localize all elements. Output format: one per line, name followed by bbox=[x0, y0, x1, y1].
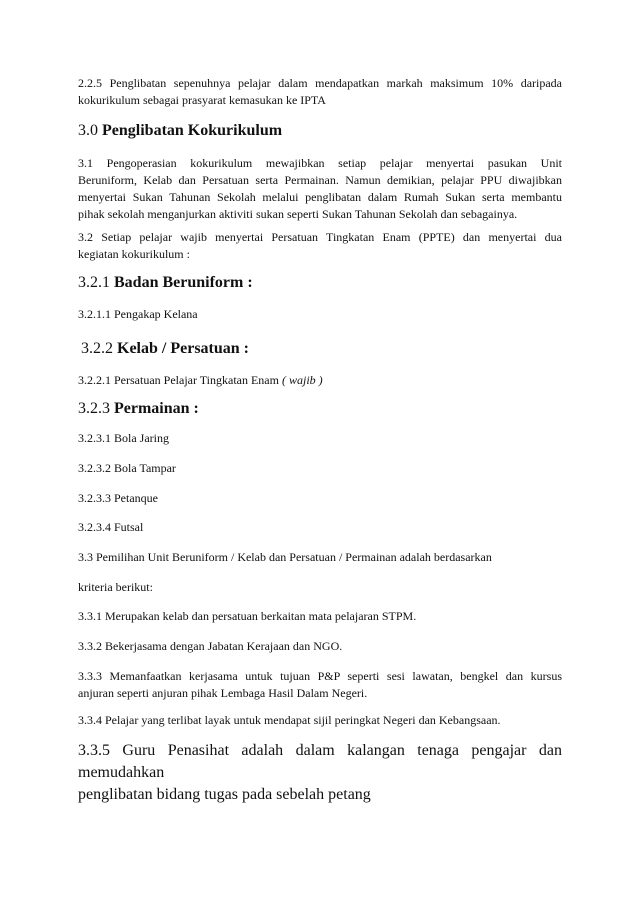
paragraph-line: anjuran seperti anjuran pihak Lembaga Hasil Dalam Negeri. bbox=[78, 686, 368, 700]
paragraph-line: kokurikulum sebagai prasyarat kemasukan ke IPTA bbox=[78, 93, 326, 107]
paragraph-line: 3.2 Setiap pelajar wajib menyertai Persatuan Tingkatan Enam (PPTE) dan menyertai dua bbox=[78, 230, 562, 244]
list-item-text: 3.2.3.1 Bola Jaring bbox=[78, 431, 169, 445]
list-item-3-3-3 bbox=[78, 668, 562, 702]
heading-number: 3.0 bbox=[78, 122, 98, 139]
list-item-text: 3.3.2 Bekerjasama dengan Jabatan Kerajaan dan NGO. bbox=[78, 639, 343, 653]
list-item-text: 3.2.3.4 Futsal bbox=[78, 520, 144, 534]
list-item-3-3-1 bbox=[78, 608, 562, 625]
heading-3-0 bbox=[78, 121, 562, 141]
paragraph-line: 2.2.5 Penglibatan sepenuhnya pelajar dalam mendapatkan markah maksimum 10% daripada bbox=[78, 76, 562, 90]
paragraph-line: 3.3 Pemilihan Unit Beruniform / Kelab dan Persatuan / Permainan adalah berdasarkan bbox=[78, 550, 492, 564]
required-note: ( wajib ) bbox=[281, 373, 323, 387]
paragraph-line: 3.3.3 Memanfaatkan kerjasama untuk tujuan P&P seperti sesi lawatan, bengkel dan kursus bbox=[78, 669, 562, 683]
heading-title: Penglibatan Kokurikulum bbox=[102, 122, 283, 139]
list-item-text: 3.2.2.1 Persatuan Pelajar Tingkatan Enam bbox=[78, 373, 282, 387]
heading-3-2-2 bbox=[81, 339, 565, 359]
list-item-text: 3.2.1.1 Pengakap Kelana bbox=[78, 307, 198, 321]
list-item-3-3-4 bbox=[78, 712, 562, 729]
paragraph-line: Beruniform, Kelab dan Persatuan serta Permainan. Namun demikian, pelajar PPU diwajibkan bbox=[78, 173, 562, 187]
heading-number: 3.2.1 bbox=[78, 274, 110, 291]
list-item-text: 3.2.3.2 Bola Tampar bbox=[78, 461, 176, 475]
paragraph-line: penglibatan bidang tugas pada sebelah petang bbox=[78, 786, 371, 803]
paragraph-line: 3.1 Pengoperasian kokurikulum mewajibkan setiap pelajar menyertai pasukan Unit bbox=[78, 156, 562, 170]
paragraph-3-3-continued bbox=[78, 579, 562, 596]
list-item-3-2-3-4 bbox=[78, 519, 562, 536]
paragraph-line: kriteria berikut: bbox=[78, 580, 153, 594]
paragraph-2-2-5 bbox=[78, 75, 562, 109]
heading-title: Permainan : bbox=[114, 400, 199, 417]
list-item-3-2-3-1 bbox=[78, 430, 562, 447]
paragraph-line: 3.3.5 Guru Penasihat adalah dalam kalangan tenaga pengajar dan memudahkan bbox=[78, 742, 562, 781]
list-item-text: 3.3.1 Merupakan kelab dan persatuan berkaitan mata pelajaran STPM. bbox=[78, 609, 417, 623]
list-item-3-2-2-1 bbox=[78, 372, 562, 389]
paragraph-3-3 bbox=[78, 549, 562, 566]
list-item-3-2-3-2 bbox=[78, 460, 562, 477]
heading-title: Kelab / Persatuan : bbox=[117, 340, 249, 357]
list-item-3-3-2 bbox=[78, 638, 562, 655]
heading-number: 3.2.3 bbox=[78, 400, 110, 417]
list-item-3-2-1-1 bbox=[78, 306, 562, 323]
heading-title: Badan Beruniform : bbox=[114, 274, 253, 291]
paragraph-3-2 bbox=[78, 229, 562, 263]
list-item-3-2-3-3 bbox=[78, 490, 562, 507]
paragraph-line: kegiatan kokurikulum : bbox=[78, 247, 190, 261]
heading-number: 3.2.2 bbox=[81, 340, 113, 357]
heading-3-2-3 bbox=[78, 399, 562, 419]
list-item-text: 3.2.3.3 Petanque bbox=[78, 491, 158, 505]
paragraph-3-1 bbox=[78, 155, 562, 223]
list-item-text: 3.3.4 Pelajar yang terlibat layak untuk mendapat sijil peringkat Negeri dan Kebangsaan. bbox=[78, 713, 501, 727]
list-item-3-3-5 bbox=[78, 740, 562, 806]
heading-3-2-1 bbox=[78, 273, 562, 293]
paragraph-line: pihak sekolah menganjurkan aktiviti sukan seperti Sukan Tahunan Sekolah dan sebagainya. bbox=[78, 207, 518, 221]
paragraph-line: menyertai Sukan Tahunan Sekolah melalui penglibatan dalam Rumah Sukan serta membantu bbox=[78, 190, 562, 204]
